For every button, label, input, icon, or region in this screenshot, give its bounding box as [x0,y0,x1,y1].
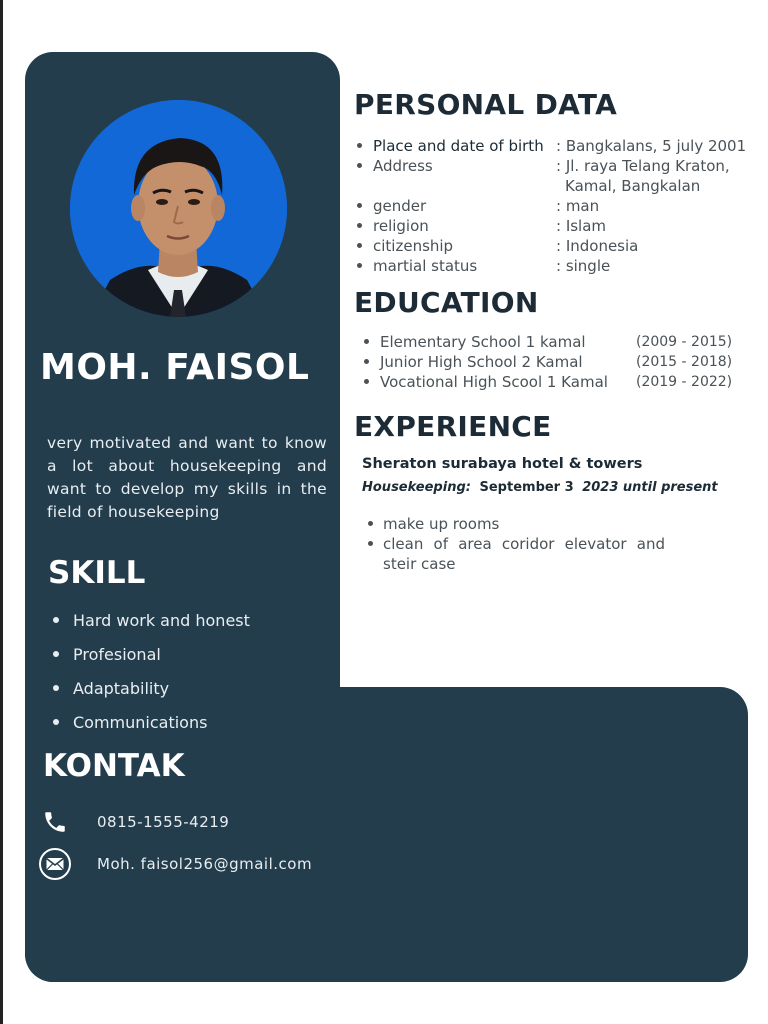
field-label: gender [373,197,427,215]
personal-data-row [357,136,746,156]
personal-data-table [357,136,746,276]
education-row [364,332,732,352]
contact-email-row [38,847,312,881]
bullet-icon [53,651,59,657]
field-value: : single [556,257,611,275]
school-name: Vocational High Scool 1 Kamal [380,373,608,391]
contact-heading: KONTAK [43,748,185,784]
education-heading: EDUCATION [354,286,539,319]
task-text: make up rooms [383,515,500,533]
mail-icon [38,847,72,881]
skill-item [53,603,250,637]
school-years: (2009 - 2015) [636,334,733,350]
personal-data-row [357,196,746,216]
education-row [364,372,732,392]
personal-data-row [357,236,746,256]
bullet-icon [368,521,373,526]
bullet-icon [357,203,362,208]
field-label: martial status [373,257,478,275]
personal-data-row [357,216,746,236]
school-years: (2019 - 2022) [636,374,733,390]
field-label: Address [373,157,433,175]
experience-role: Housekeeping: [362,480,471,495]
skill-list [53,603,250,739]
experience-period-rest: 2023 until present [582,480,718,495]
field-label: religion [373,217,429,235]
phone-icon [38,805,72,839]
page-edge [0,0,3,1024]
skill-label: Adaptability [73,678,170,698]
candidate-name: MOH. FAISOL [40,347,310,388]
field-value: : Indonesia [556,237,639,255]
experience-period-start: September 3 [479,480,574,495]
profile-photo [70,100,287,317]
school-years: (2015 - 2018) [636,354,733,370]
skill-label: Hard work and honest [73,610,250,630]
bullet-icon [357,243,362,248]
profile-summary: very motivated and want to know a lot about housekeeping and want to develop my skills in the field of housekeeping [47,434,327,521]
bullet-icon [357,163,362,168]
address-line-2: Kamal, Bangkalan [565,177,701,195]
personal-data-heading: PERSONAL DATA [354,88,618,121]
bullet-icon [357,143,362,148]
personal-data-row [357,156,746,196]
field-value: : man [556,197,600,215]
field-label: Place and date of birth [373,137,544,155]
skill-item [53,705,250,739]
education-row [364,352,732,372]
skill-label: Profesional [73,644,161,664]
bullet-icon [53,685,59,691]
experience-company: Sheraton surabaya hotel & towers [362,456,643,472]
task-text: clean of area coridor elevator and steir case [383,535,665,573]
contact-phone-row [38,805,229,839]
email-address[interactable]: Moh. faisol256@gmail.com [97,855,313,873]
experience-heading: EXPERIENCE [354,410,552,443]
bullet-icon [364,339,369,344]
address-line-1: : Jl. raya Telang Kraton, [556,157,730,175]
phone-number[interactable]: 0815-1555-4219 [97,813,230,831]
experience-task-list [368,514,668,574]
skill-item [53,637,250,671]
skill-heading: SKILL [48,555,146,591]
bullet-icon [357,263,362,268]
field-value: : Islam [556,217,607,235]
field-value: : Bangkalans, 5 july 2001 [556,137,747,155]
education-table [364,332,732,392]
bullet-icon [364,359,369,364]
bullet-icon [364,379,369,384]
task-item [368,534,668,574]
experience-role-line [362,480,718,495]
bullet-icon [53,719,59,725]
bullet-icon [53,617,59,623]
bullet-icon [368,541,373,546]
personal-data-row [357,256,746,276]
field-label: citizenship [373,237,454,255]
skill-label: Communications [73,712,208,732]
task-item [368,514,668,534]
skill-item [53,671,250,705]
school-name: Junior High School 2 Kamal [380,353,583,371]
bullet-icon [357,223,362,228]
school-name: Elementary School 1 kamal [380,333,586,351]
field-value [556,156,746,196]
